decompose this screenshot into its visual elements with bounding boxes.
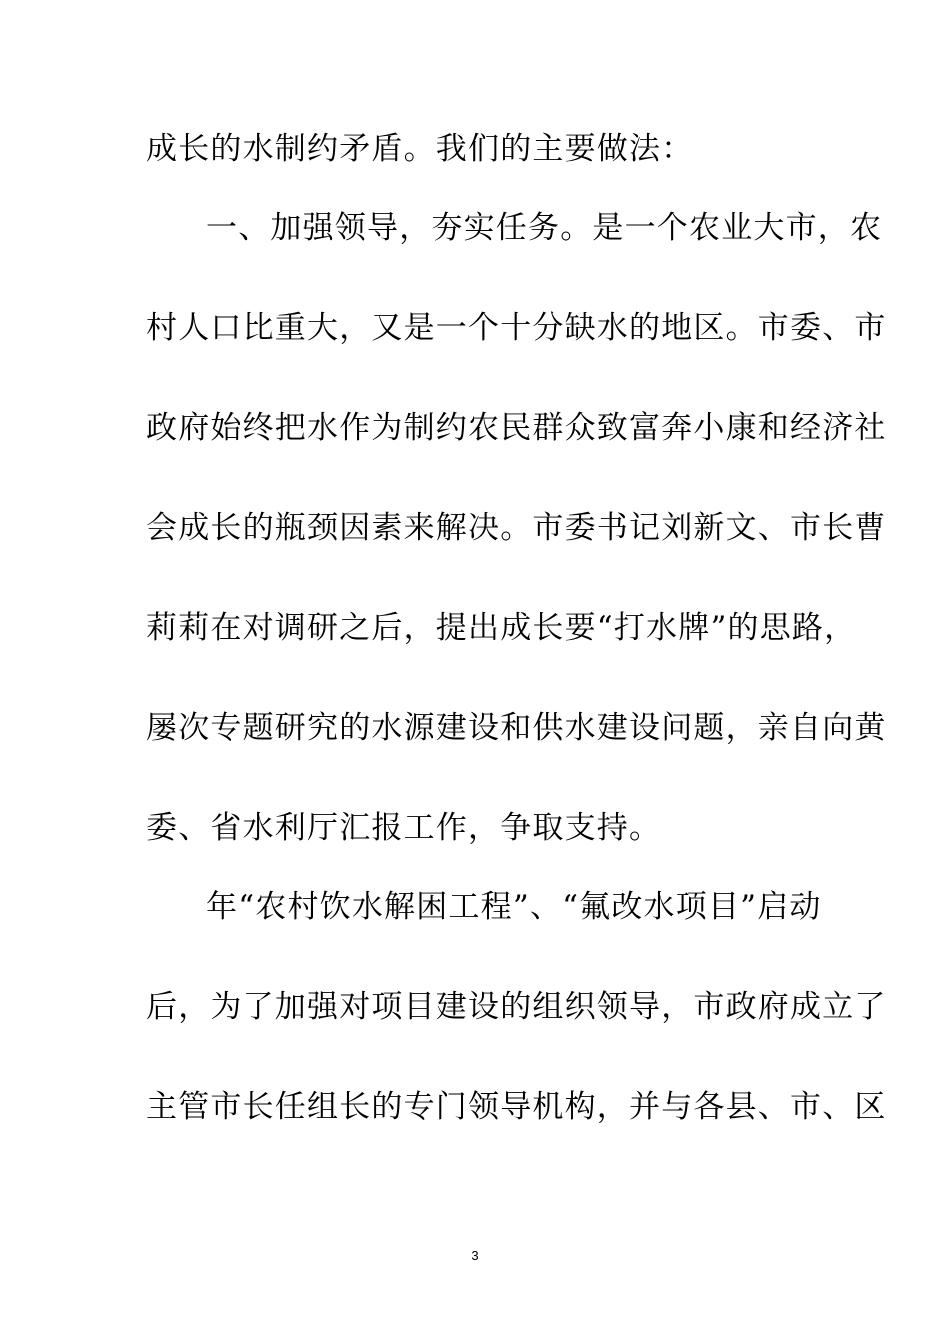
text-line-2: 一、加强领导，夯实任务。是一个农业大市，农 — [206, 210, 883, 246]
text-line-6: 莉莉在对调研之后，提出成长要“打水牌”的思路， — [146, 610, 857, 646]
text-line-1: 成长的水制约矛盾。我们的主要做法： — [146, 131, 694, 167]
text-line-11: 主管市长任组长的专门领导机构，并与各县、市、区 — [146, 1089, 887, 1125]
text-line-5: 会成长的瓶颈因素来解决。市委书记刘新文、市长曹 — [146, 510, 887, 546]
page-number: 3 — [471, 1248, 479, 1263]
text-line-7: 屡次专题研究的水源建设和供水建设问题，亲自向黄 — [146, 710, 887, 746]
text-line-9: 年“农村饮水解困工程”、“氟改水项目”启动 — [206, 889, 822, 925]
text-line-10: 后，为了加强对项目建设的组织领导，市政府成立了 — [146, 989, 887, 1025]
text-line-3: 村人口比重大，又是一个十分缺水的地区。市委、市 — [146, 310, 887, 346]
text-line-4: 政府始终把水作为制约农民群众致富奔小康和经济社 — [146, 410, 887, 446]
text-line-8: 委、省水利厅汇报工作，争取支持。 — [146, 810, 662, 846]
